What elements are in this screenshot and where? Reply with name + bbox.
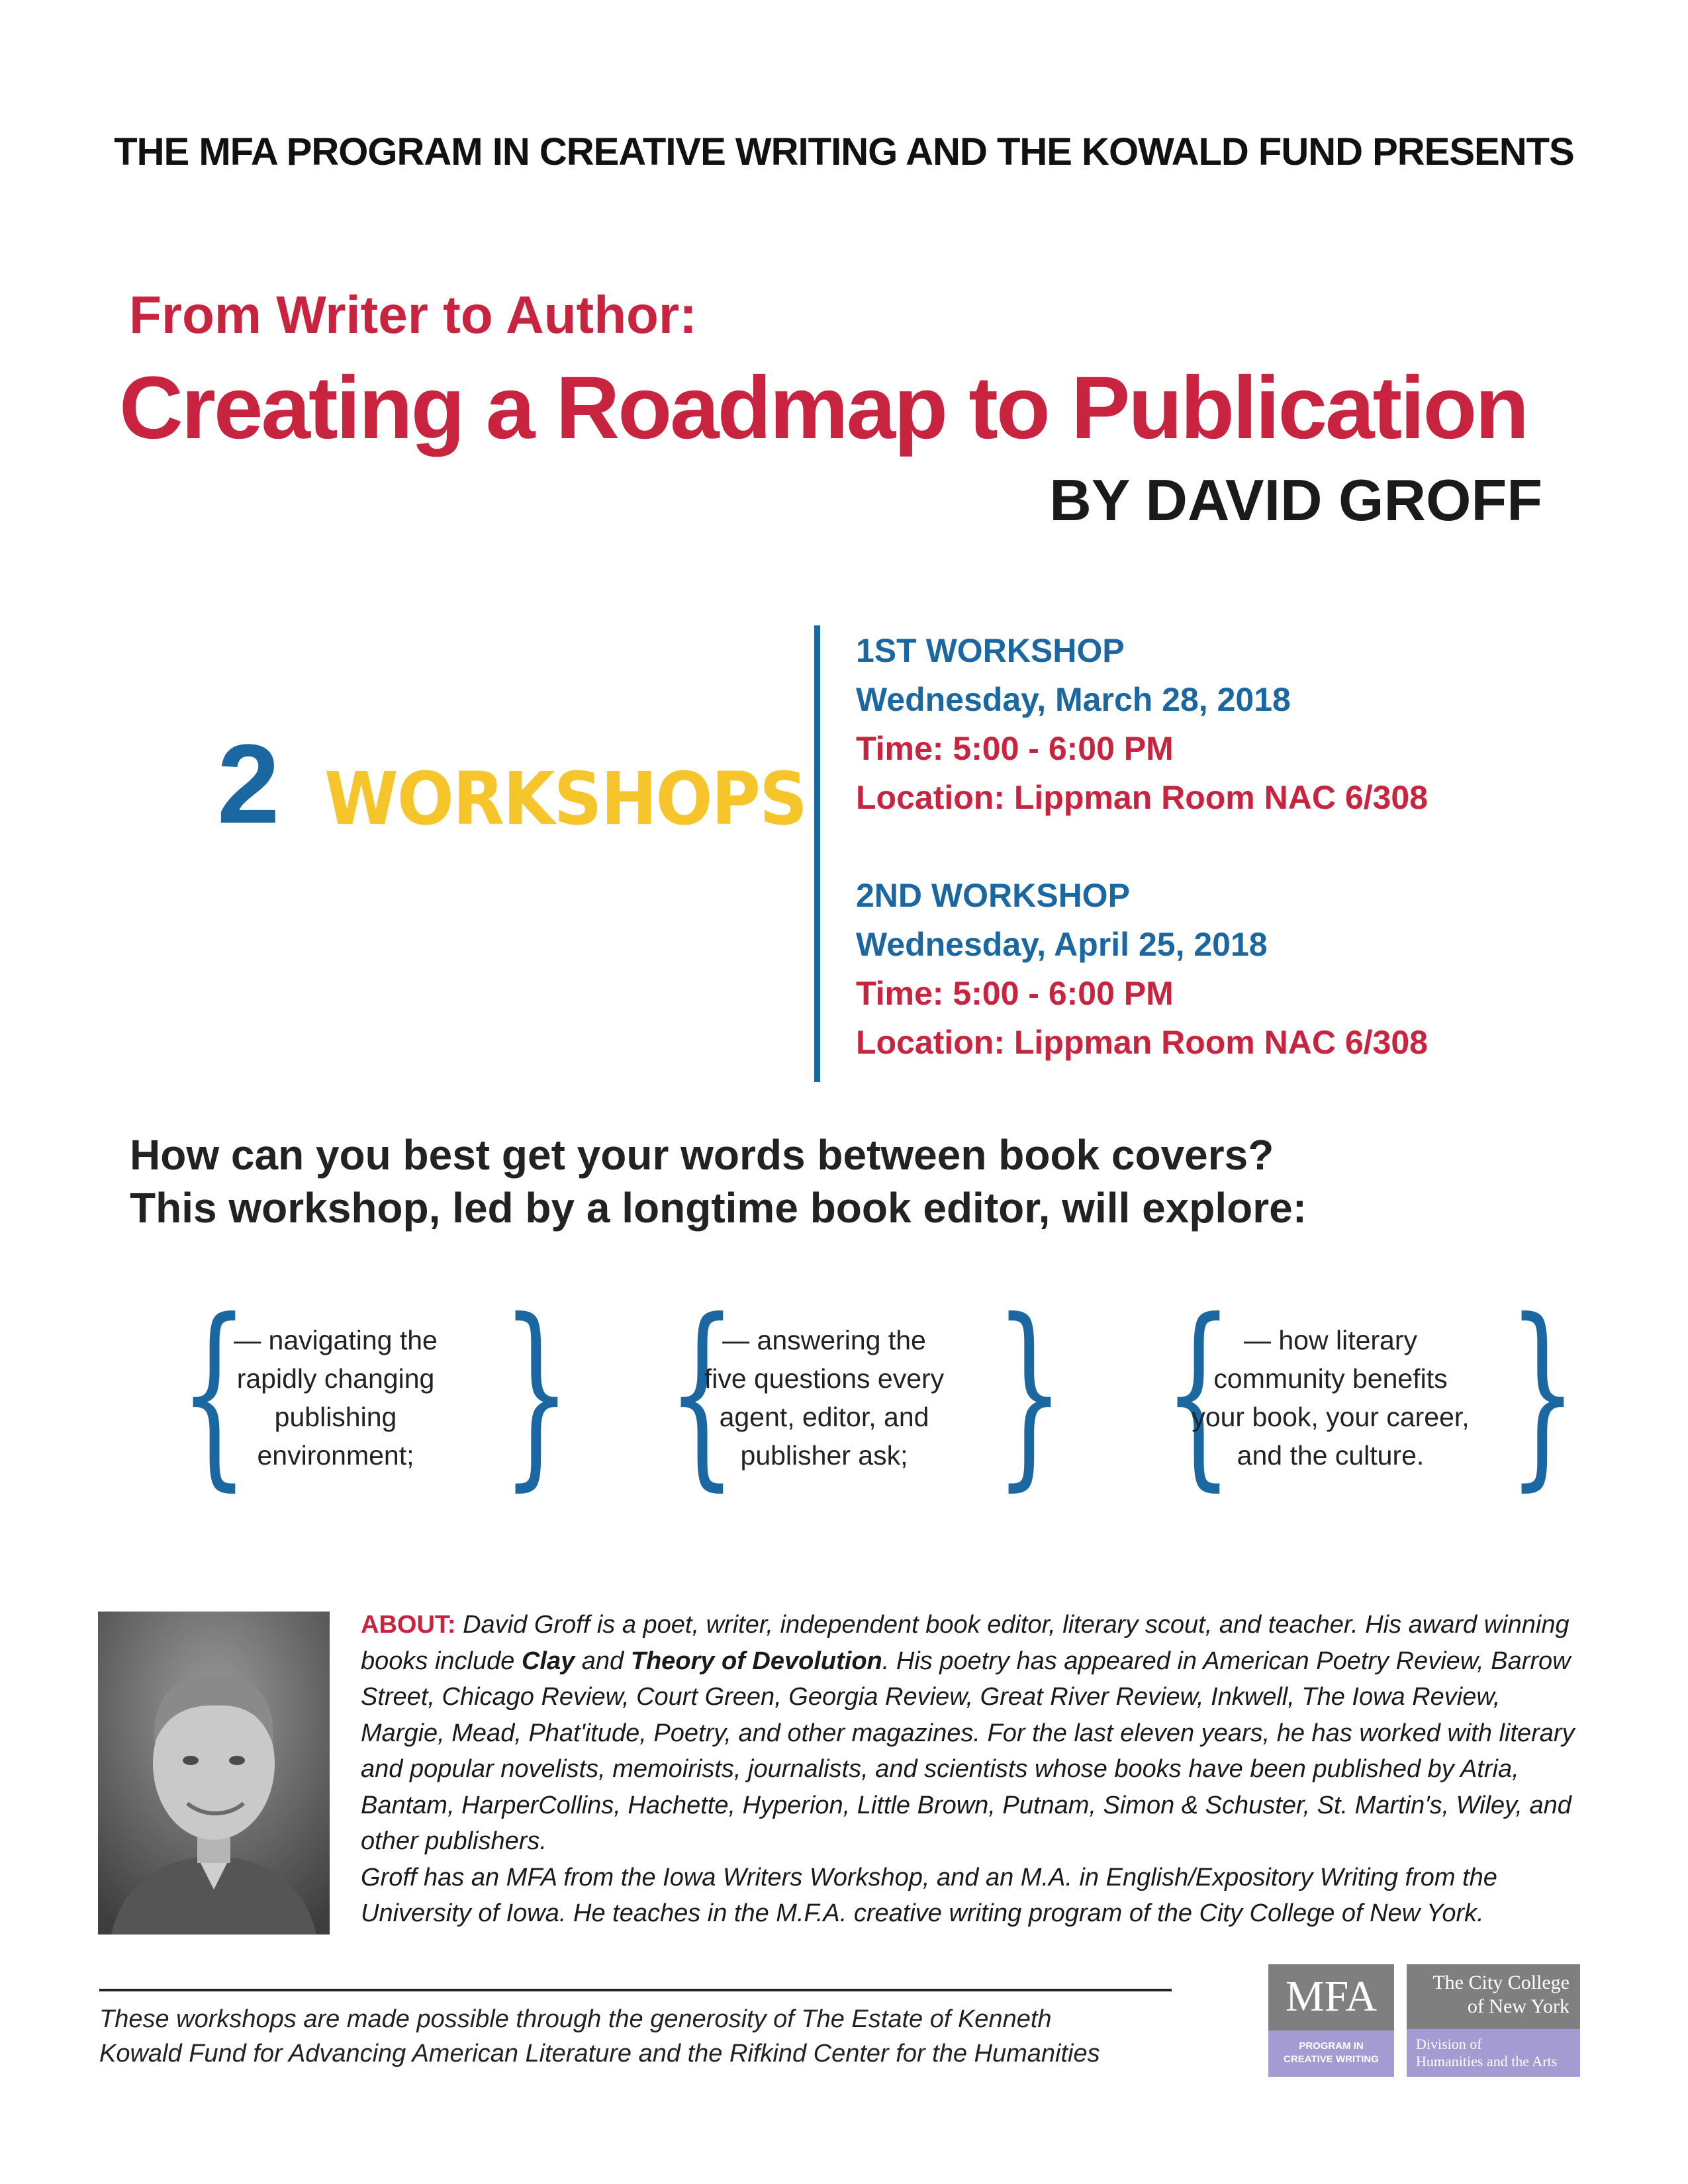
left-brace-icon: { <box>667 1277 737 1508</box>
event-subtitle: From Writer to Author: <box>129 285 697 344</box>
event-title: Creating a Roadmap to Publication <box>119 359 1528 457</box>
sponsor-note <box>99 2002 1185 2071</box>
question-line-2: This workshop, led by a longtime book editor, will explore: <box>130 1184 1307 1232</box>
ccny-logo <box>1407 1964 1580 2077</box>
author-photo <box>98 1612 330 1934</box>
right-brace-icon: } <box>501 1277 571 1508</box>
topic-2-line: agent, editor, and <box>719 1402 929 1432</box>
topic-1-line: rapidly changing <box>236 1363 435 1394</box>
ccny-logo-line: The City College <box>1432 1972 1570 1993</box>
workshop-2-heading: 2ND WORKSHOP <box>856 877 1130 914</box>
topic-1-line: environment; <box>257 1440 414 1471</box>
topic-3-line: community benefits <box>1213 1363 1448 1394</box>
presenter-line: THE MFA PROGRAM IN CREATIVE WRITING AND THE KOWALD FUND PRESENTS <box>114 130 1574 173</box>
ccny-logo-band-line: Humanities and the Arts <box>1416 2053 1558 2070</box>
workshop-count-word: WORKSHOPS <box>324 756 807 841</box>
workshop-2-time: Time: 5:00 - 6:00 PM <box>856 975 1174 1012</box>
topic-2-line: — answering the <box>722 1325 926 1355</box>
workshop-question <box>130 1128 1307 1234</box>
topic-3-line: your book, your career, <box>1192 1402 1470 1432</box>
ccny-logo-name <box>1432 1971 1570 2019</box>
workshop-1-heading: 1ST WORKSHOP <box>856 632 1125 669</box>
about-text: . His poetry has appeared in American Poetry Review, Barrow Street, Chicago Review, Court Green, Georgia Review, Great River Review, Inkwell, The Iowa Review, Margie, Mead, Phat'itude, Poetry, and other magazines. For the last eleven years, he has worked with literary and popular novelists, memoirists, journalists, and scientists whose books have been published by Atria, Bantam, HarperCollins, Hachette, Hyperion, Little Brown, Putnam, Simon & Schuster, St. Martin's, Wiley, and other publishers. <box>361 1647 1575 1855</box>
right-brace-icon: } <box>1507 1277 1577 1508</box>
about-label: ABOUT: <box>361 1611 456 1639</box>
left-brace-icon: { <box>179 1277 249 1508</box>
topic-2-line: publisher ask; <box>740 1440 908 1471</box>
topic-3-line: and the culture. <box>1237 1440 1425 1471</box>
mfa-logo-band-line: PROGRAM IN <box>1299 2040 1364 2052</box>
left-brace-icon: { <box>1163 1277 1233 1508</box>
about-text: David Groff is a poet, writer, independent book editor, literary scout, and teacher. His award winning books include <box>361 1611 1570 1675</box>
about-text: and <box>575 1647 631 1675</box>
topic-1-line: — navigating the <box>234 1325 438 1355</box>
ccny-logo-band <box>1407 2029 1580 2077</box>
topic-3-line: — how literary <box>1243 1325 1417 1355</box>
book-title: Theory of Devolution <box>630 1647 882 1675</box>
about-paragraph <box>361 1607 1589 1932</box>
question-line-1: How can you best get your words between book covers? <box>130 1131 1274 1179</box>
about-education: Groff has an MFA from the Iowa Writers Workshop, and an M.A. in English/Expository Writing from the University of Iowa. He teaches in the M.F.A. creative writing program of the City College of New York. <box>361 1863 1497 1927</box>
mfa-logo-text: MFA <box>1285 1972 1378 2021</box>
topic-1 <box>207 1321 465 1475</box>
topic-2-line: five questions every <box>704 1363 945 1394</box>
workshop-2-details <box>856 871 1428 1067</box>
book-title: Clay <box>521 1647 575 1675</box>
author-byline: BY DAVID GROFF <box>1049 467 1542 533</box>
footer-rule <box>99 1989 1172 1991</box>
sponsor-line-2: Kowald Fund for Advancing American Literature and the Rifkind Center for the Humanities <box>99 2040 1100 2068</box>
workshop-1-time: Time: 5:00 - 6:00 PM <box>856 730 1174 767</box>
schedule-divider <box>814 625 820 1082</box>
workshop-1-details <box>856 626 1428 822</box>
sponsor-line-1: These workshops are made possible through the generosity of The Estate of Kenneth <box>99 2005 1052 2033</box>
workshop-2-location: Location: Lippman Room NAC 6/308 <box>856 1024 1428 1061</box>
right-brace-icon: } <box>994 1277 1064 1508</box>
topic-2 <box>685 1321 963 1475</box>
topic-1-line: publishing <box>274 1402 397 1432</box>
mfa-logo <box>1268 1964 1394 2077</box>
mfa-logo-band-line: CREATIVE WRITING <box>1284 2054 1379 2065</box>
workshop-1-date: Wednesday, March 28, 2018 <box>856 681 1291 718</box>
mfa-logo-band <box>1268 2030 1394 2077</box>
workshop-1-location: Location: Lippman Room NAC 6/308 <box>856 779 1428 816</box>
topic-3 <box>1185 1321 1476 1475</box>
workshop-count-number: 2 <box>217 721 280 847</box>
ccny-logo-band-line: Division of <box>1416 2036 1482 2052</box>
workshop-2-date: Wednesday, April 25, 2018 <box>856 926 1268 963</box>
ccny-logo-line: of New York <box>1467 1995 1570 2017</box>
